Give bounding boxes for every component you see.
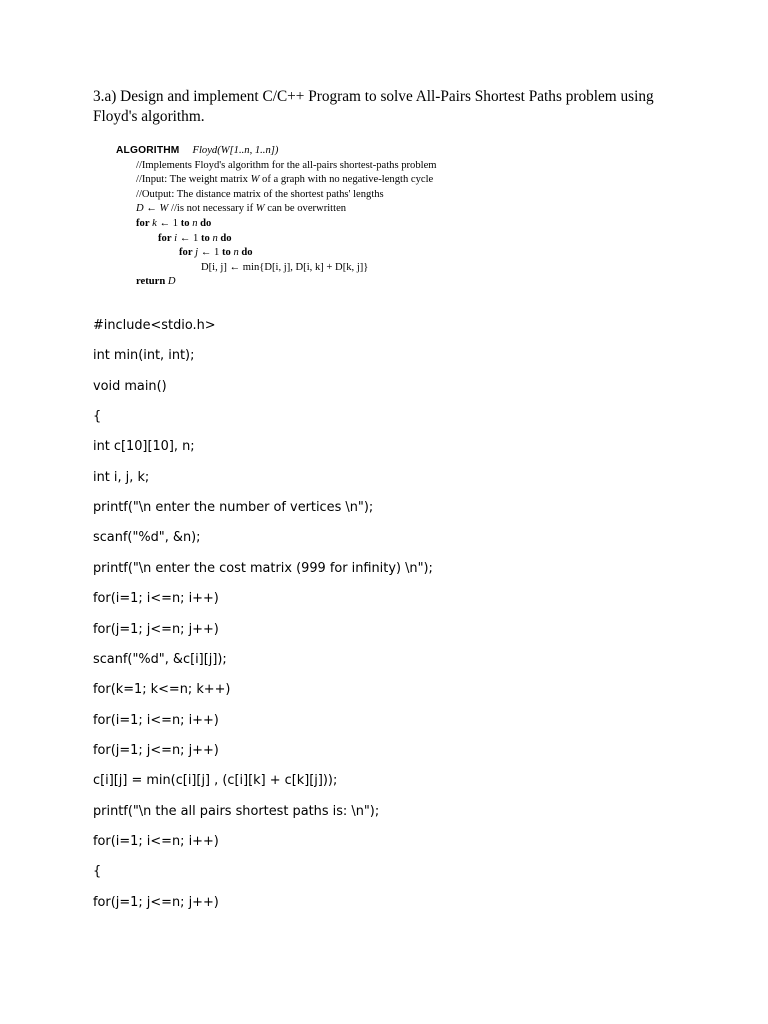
for-k-var: k — [149, 217, 157, 229]
for-j-n: n — [230, 247, 239, 259]
code-line: int i, j, k; — [93, 469, 150, 485]
assign-comment-tail: can be overwritten — [264, 203, 347, 215]
algorithm-keyword: ALGORITHM — [116, 145, 180, 156]
return-keyword: return — [136, 276, 166, 288]
code-line: int c[10][10], n; — [93, 439, 195, 455]
for-i-line — [116, 232, 536, 247]
code-line: int min(int, int); — [93, 348, 195, 364]
code-line: printf("\n the all pairs shortest paths is: \n"); — [93, 803, 380, 819]
question-heading — [93, 87, 693, 126]
comment-output: //Output: The distance matrix of the shortest paths' lengths — [136, 188, 384, 200]
heading-line-2: Floyd's algorithm. — [93, 107, 205, 125]
assignment-line — [116, 202, 536, 217]
for-j-to: to — [221, 247, 231, 259]
comment-input — [116, 173, 536, 188]
for-i-keyword: for — [158, 232, 172, 244]
code-line: for(j=1; j<=n; j++) — [93, 742, 219, 758]
code-line: void main() — [93, 378, 167, 394]
algorithm-args: (W[1..n, 1..n]) — [217, 145, 279, 156]
code-line: printf("\n enter the number of vertices \n"); — [93, 500, 374, 516]
comment-input-var: W — [250, 174, 260, 186]
for-k-n: n — [189, 217, 198, 229]
for-j-var: j — [192, 247, 199, 259]
code-line: for(i=1; i<=n; i++) — [93, 591, 219, 607]
for-i-n: n — [209, 232, 218, 244]
assign-arrow: ← — [143, 203, 160, 215]
for-j-line — [116, 246, 536, 261]
code-line: c[i][j] = min(c[i][j] , (c[i][k] + c[k][j])); — [93, 773, 338, 789]
code-line: { — [93, 409, 102, 425]
for-i-to: to — [200, 232, 210, 244]
update-line: D[i, j] ← min{D[i, j], D[i, k] + D[k, j]} — [201, 261, 369, 273]
assign-comment: //is not necessary if — [168, 203, 256, 215]
code-line: { — [93, 864, 102, 880]
for-i-init: ← 1 — [177, 232, 201, 244]
code-line: for(i=1; i<=n; i++) — [93, 712, 219, 728]
code-line: scanf("%d", &n); — [93, 530, 201, 546]
code-line: for(j=1; j<=n; j++) — [93, 894, 219, 910]
for-k-line — [116, 217, 536, 232]
for-i-do: do — [217, 232, 232, 244]
for-k-keyword: for — [136, 217, 150, 229]
algorithm-signature — [116, 144, 536, 159]
for-k-init: ← 1 — [156, 217, 181, 229]
comment-input-tail: of a graph with no negative-length cycle — [259, 174, 434, 186]
assign-d: D — [136, 203, 144, 215]
code-line: printf("\n enter the cost matrix (999 for infinity) \n"); — [93, 560, 433, 576]
for-k-to: to — [180, 217, 190, 229]
for-j-init: ← 1 — [198, 247, 222, 259]
for-j-keyword: for — [179, 247, 193, 259]
for-i-var: i — [171, 232, 178, 244]
for-j-do: do — [238, 247, 253, 259]
assign-w: W — [159, 203, 169, 215]
assign-comment-var: W — [255, 203, 265, 215]
for-k-do: do — [197, 217, 212, 229]
floyd-algorithm-pseudocode — [116, 144, 536, 290]
code-line: #include<stdio.h> — [93, 318, 216, 333]
heading-line-1: 3.a) Design and implement C/C++ Program to solve All-Pairs Shortest Paths problem using — [93, 88, 654, 105]
algorithm-name: Floyd — [192, 145, 218, 156]
code-line: for(i=1; i<=n; i++) — [93, 833, 219, 849]
comment-input-text: //Input: The weight matrix — [136, 174, 251, 186]
code-line: for(k=1; k<=n; k++) — [93, 682, 231, 698]
comment-implements: //Implements Floyd's algorithm for the all-pairs shortest-paths problem — [136, 159, 437, 171]
return-line — [116, 275, 536, 290]
code-line: scanf("%d", &c[i][j]); — [93, 651, 227, 667]
code-line: for(j=1; j<=n; j++) — [93, 621, 219, 637]
return-var: D — [165, 276, 176, 288]
